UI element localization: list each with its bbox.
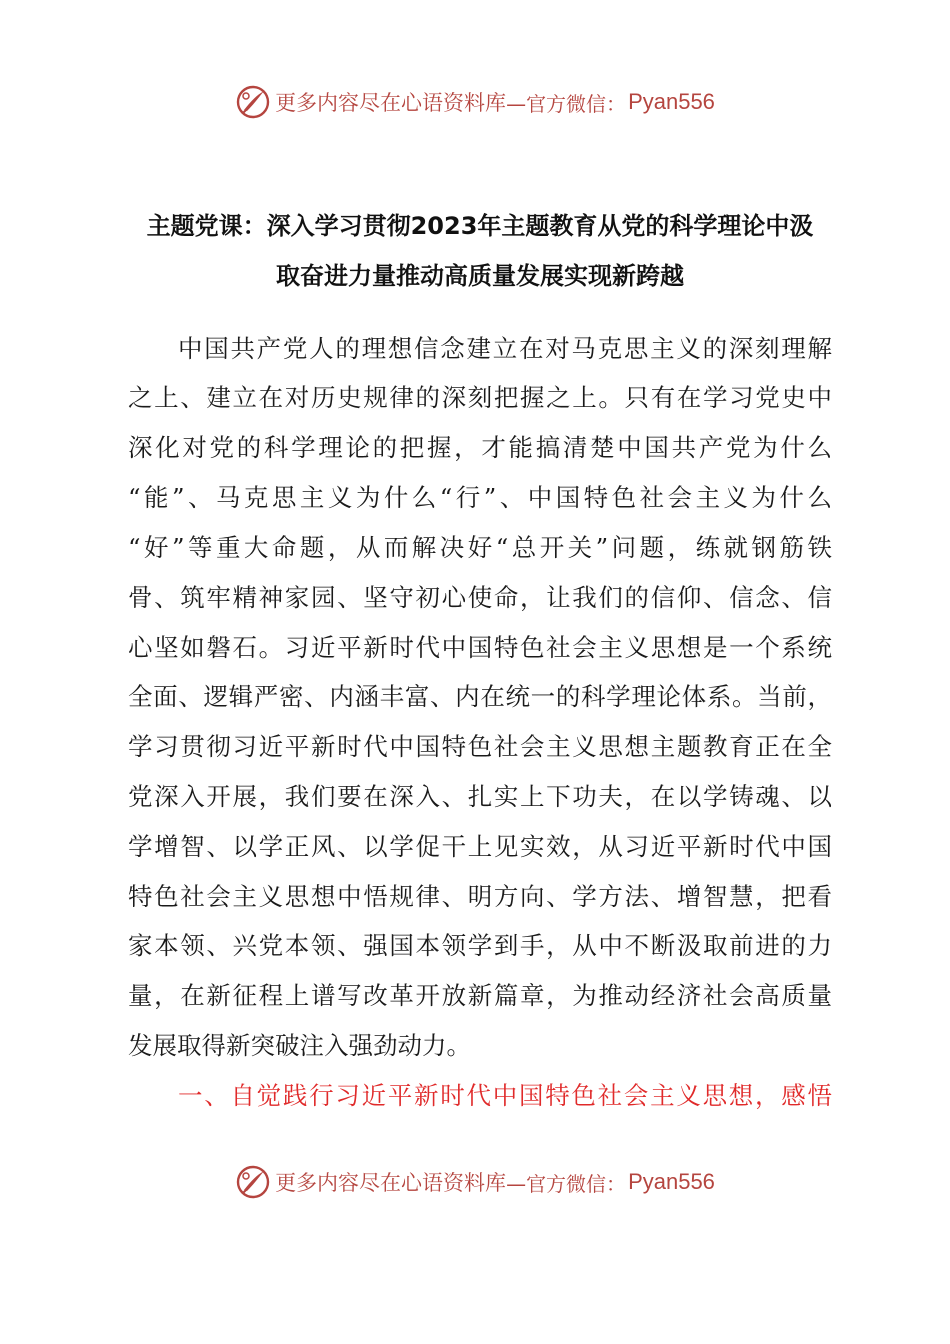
footer-watermark-banner: [0, 1160, 950, 1204]
wechat-id: Pyan556: [628, 1169, 715, 1194]
body-line: 量，在新征程上谱写改革开放新篇章，为推动经济社会高质量: [128, 981, 832, 1010]
wechat-id: Pyan556: [628, 89, 715, 114]
body-line: 心坚如磐石。习近平新时代中国特色社会主义思想是一个系统: [128, 633, 832, 662]
body-line: “好”等重大命题，从而解决好“总开关”问题，练就钢筋铁: [128, 533, 832, 562]
quill-pen-logo-icon: [235, 84, 271, 120]
brand-name: 更多内容尽在心语资料库: [275, 91, 507, 115]
body-line: 党深入开展，我们要在深入、扎实上下功夫，在以学铸魂、以: [128, 782, 832, 811]
body-line: 特色社会主义思想中悟规律、明方向、学方法、增智慧，把看: [128, 882, 832, 911]
document-title-line-2: 取奋进力量推动高质量发展实现新跨越: [276, 262, 684, 290]
body-line: 家本领、兴党本领、强国本领学到手，从中不断汲取前进的力: [128, 931, 832, 960]
body-line: 全面、逻辑严密、内涵丰富、内在统一的科学理论体系。当前，: [128, 682, 832, 711]
body-line: 中国共产党人的理想信念建立在对马克思主义的深刻理解: [178, 334, 832, 363]
body-line: 骨、筑牢精神家园、坚守初心使命，让我们的信仰、信念、信: [128, 583, 832, 612]
wechat-label: —官方微信：: [506, 1171, 627, 1196]
body-line: 学习贯彻习近平新时代中国特色社会主义思想主题教育正在全: [128, 732, 832, 761]
body-line: 发展取得新突破注入强劲动力。: [128, 1031, 471, 1060]
quill-pen-logo-icon: [235, 1164, 271, 1200]
brand-name: 更多内容尽在心语资料库: [275, 1171, 507, 1195]
body-line: 深化对党的科学理论的把握，才能搞清楚中国共产党为什么: [128, 433, 832, 462]
wechat-label: —官方微信：: [506, 91, 627, 116]
document-title-line-1: 主题党课：深入学习贯彻2023年主题教育从党的科学理论中汲: [146, 212, 814, 240]
body-line: 学增智、以学正风、以学促干上见实效，从习近平新时代中国: [128, 832, 832, 861]
section-heading: 一、自觉践行习近平新时代中国特色社会主义思想，感悟: [178, 1081, 832, 1110]
body-line: “能”、马克思主义为什么“行”、中国特色社会主义为什么: [128, 483, 832, 512]
header-watermark-banner: [0, 80, 950, 124]
body-line: 之上、建立在对历史规律的深刻把握之上。只有在学习党史中: [128, 383, 832, 412]
